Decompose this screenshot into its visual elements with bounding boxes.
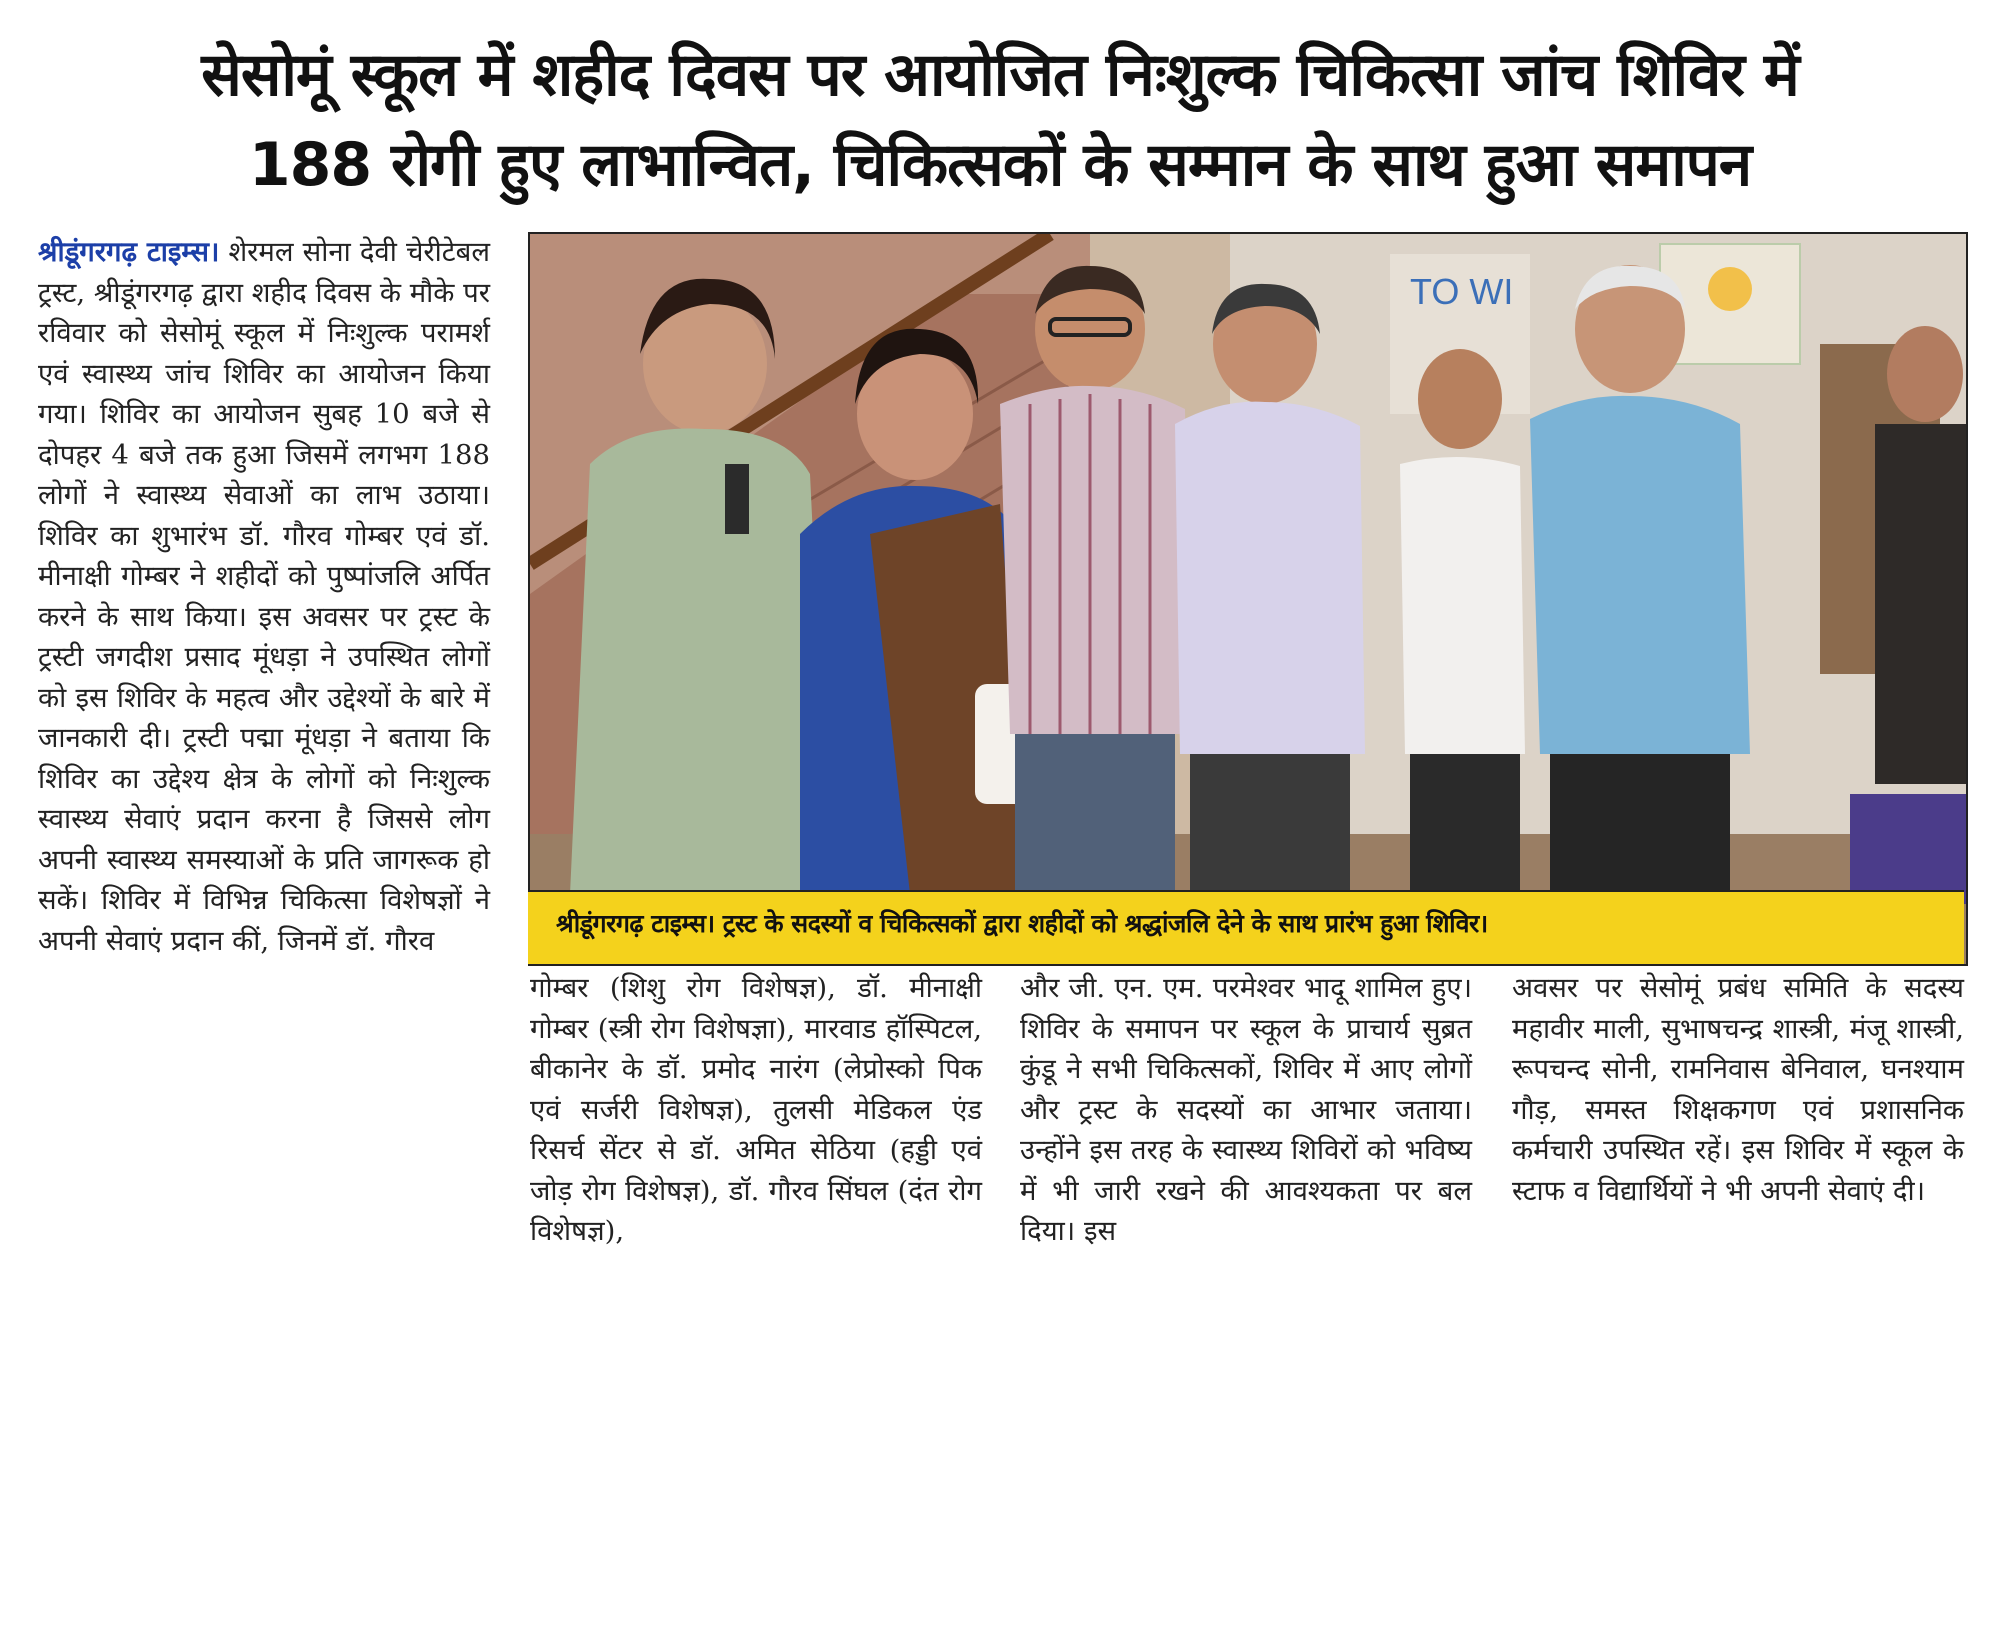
photo-caption: श्रीडूंगरगढ़ टाइम्स। ट्रस्ट के सदस्यों व चिकित्सकों द्वारा शहीदों को श्रद्धांजलि देने के साथ प्रारंभ हुआ शिविर।: [556, 909, 1488, 938]
article-column-1: [38, 232, 490, 961]
article-column-3: और जी. एन. एम. परमेश्वर भादू शामिल हुए। शिविर के समापन पर स्कूल के प्राचार्य सुब्रत कुंडू ने सभी चिकित्सकों, शिविर में आए लोगों और ट्रस्ट के सदस्यों का आभार जताया। उन्होंने इस तरह के स्वास्थ्य शिविरों को भविष्य में भी जारी रखने की आवश्यकता पर बल दिया। इस: [1020, 972, 1472, 1247]
column-1-text: शेरमल सोना देवी चेरीटेबल ट्रस्ट, श्रीडूंगरगढ़ द्वारा शहीद दिवस के मौके पर रविवार को सेसोमूं स्कूल में निःशुल्क परामर्श एवं स्वास्थ्य जांच शिविर का आयोजन किया गया। शिविर का आयोजन सुबह 10 बजे से दोपहर 4 बजे तक हुआ जिसमें लगभग 188 लोगों ने स्वास्थ्य सेवाओं का लाभ उठाया। शिविर का शुभारंभ डॉ. गौरव गोम्बर एवं डॉ. मीनाक्षी गोम्बर ने शहीदों को पुष्पांजलि अर्पित करने के साथ किया। इस अवसर पर ट्रस्ट के ट्रस्टी जगदीश प्रसाद मूंधड़ा ने उपस्थित लोगों को इस शिविर के महत्व और उद्देश्यों के बारे में जानकारी दी। ट्रस्टी पद्मा मूंधड़ा ने बताया कि शिविर का उद्देश्य क्षेत्र के लोगों को निःशुल्क स्वास्थ्य सेवाएं प्रदान करना है जिससे लोग अपनी स्वास्थ्य समस्याओं के प्रति जागरूक हो सकें। शिविर में विभिन्न चिकित्सा विशेषज्ञों ने अपनी सेवाएं प्रदान कीं, जिनमें डॉ. गौरव: [38, 236, 490, 957]
article-column-2: गोम्बर (शिशु रोग विशेषज्ञ), डॉ. मीनाक्षी गोम्बर (स्त्री रोग विशेषज्ञा), मारवाड हॉस्पिटल, बीकानेर के डॉ. प्रमोद नारंग (लेप्रोस्को पिक एवं सर्जरी विशेषज्ञ), तुलसी मेडिकल एंड रिसर्च सेंटर से डॉ. अमित सेठिया (हड्डी एवं जोड़ रोग विशेषज्ञ), डॉ. गौरव सिंघल (दंत रोग विशेषज्ञ),: [530, 972, 982, 1247]
wall-sign-text: TO WI: [1410, 271, 1514, 312]
headline-line-2: 188 रोगी हुए लाभान्वित, चिकित्सकों के सम्मान के साथ हुआ समापन: [248, 130, 1752, 200]
news-photo: [528, 232, 1968, 966]
photo-caption-bar: [528, 890, 1964, 964]
photo-illustration: [530, 234, 1966, 964]
dateline: श्रीडूंगरगढ़ टाइम्स।: [38, 236, 220, 268]
headline-line-1: सेसोमूं स्कूल में शहीद दिवस पर आयोजित निःशुल्क चिकित्सा जांच शिविर में: [201, 40, 1799, 110]
article-column-4: अवसर पर सेसोमूं प्रबंध समिति के सदस्य महावीर माली, सुभाषचन्द्र शास्त्री, मंजू शास्त्री, रूपचन्द सोनी, रामनिवास बेनिवाल, घनश्याम गौड़, समस्त शिक्षकगण एवं प्रशासनिक कर्मचारी उपस्थित रहें। इस शिविर में स्कूल के स्टाफ व विद्यार्थियों ने भी अपनी सेवाएं दी।: [1512, 972, 1964, 1207]
